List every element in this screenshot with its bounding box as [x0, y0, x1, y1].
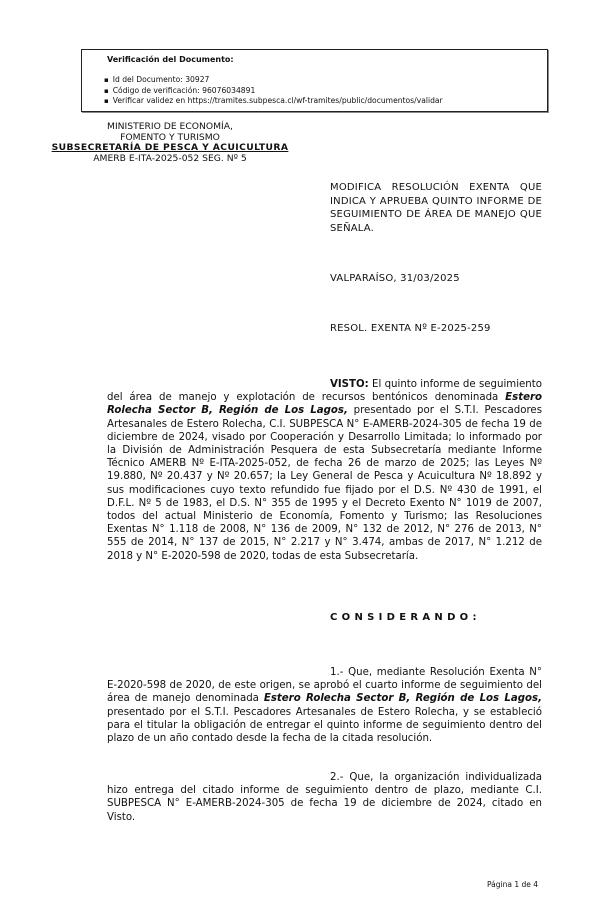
visto-paragraph — [107, 378, 542, 563]
verification-code: ▪ Código de verificación: 96076034891 — [104, 86, 443, 97]
verification-url[interactable]: ▪ Verificar validez en https://tramites.subpesca.cl/wf-tramites/public/documentos/validar — [104, 96, 443, 107]
considerando-item-1 — [107, 666, 542, 745]
visto-text-b: presentado por el S.T.I. Pescadores Artesanales de Estero Rolecha, C.I. SUBPESCA N° E-AMERB-2024-305 de fecha 19 de diciembre de 2024, visado por Cooperación y Desarrollo Limitada; lo informado por la División de Administración Pesquera de esta Subsecretaría mediante Informe Técnico AMERB Nº E-ITA-2025-052, de fecha 26 de marzo de 2025; las Leyes Nº 19.880, Nº 20.437 y Nº 20.657; la Ley General de Pesca y Acuicultura Nº 18.892 y sus modificaciones cuyo texto refundido fue fijado por el D.S. Nº 430 de 1991, el D.F.L. Nº 5 de 1983, el D.S. N° 355 de 1995 y el Decreto Exento N° 1019 de 2007, todos del actual Ministerio de Economía, Fomento y Turismo; las Resoluciones Exentas N° 1.118 de 2008, N° 136 de 2009, N° 132 de 2012, N° 276 de 2013, N° 555 de 2014, N° 137 de 2015, N° 2.217 y N° 3.474, ambas de 2017, N° 1.212 de 2018 y N° E-2020-598 de 2020, todas de esta Subsecretaría. — [107, 405, 542, 562]
page-number: Página 1 de 4 — [487, 880, 539, 889]
letterhead — [30, 122, 310, 164]
considerando-item-2 — [107, 771, 542, 824]
visto-text-a: El quinto informe de seguimiento del área de manejo y explotación de recursos bentónicos denominada — [107, 379, 542, 404]
reference-code: AMERB E-ITA-2025-052 SEG. Nº 5 — [93, 152, 247, 164]
verification-box — [81, 49, 548, 112]
considerando-heading: CONSIDERANDO: — [330, 612, 481, 623]
resolution-number: RESOL. EXENTA Nº E-2025-259 — [330, 323, 491, 334]
item1-rest: presentado por el S.T.I. Pescadores Artesanales de Estero Rolecha, y se estableció para el titular la obligación de entregar el quinto informe de seguimiento dentro del plazo de un año contado desde la fecha de la citada resolución. — [107, 706, 542, 745]
item1-area-name: Estero Rolecha Sector B, Región de Los Lagos, — [263, 693, 542, 705]
document-id: ▪ Id del Documento: 30927 — [104, 75, 443, 86]
ministry-line-2: FOMENTO Y TURISMO — [120, 131, 220, 143]
verification-title: Verificación del Documento: — [107, 55, 234, 64]
visto-area-name: Estero Rolecha Sector B, Región de Los Lagos, — [107, 392, 542, 417]
document-title: MODIFICA RESOLUCIÓN EXENTA QUE INDICA Y APRUEBA QUINTO INFORME DE SEGUIMIENTO DE ÁREA DE MANEJO QUE SEÑALA. — [330, 182, 542, 234]
visto-label: VISTO: — [330, 379, 369, 390]
subsecretaria-name: SUBSECRETARÍA DE PESCA Y ACUICULTURA — [51, 142, 289, 154]
item2-text: 2.- Que, la organización individualizada hizo entrega del citado informe de seguimiento dentro de plazo, mediante C.I. SUBPESCA N° E-AMERB-2024-305 de fecha 19 de diciembre de 2024, citado en Visto. — [107, 772, 542, 823]
ministry-line-1: MINISTERIO DE ECONOMÍA, — [107, 121, 233, 132]
city-date: VALPARAÍSO, 31/03/2025 — [330, 273, 460, 284]
verification-list — [104, 75, 443, 107]
item1-lead: 1.- Que, mediante Resolución Exenta N° E-2020-598 de 2020, de este origen, se aprobó el cuarto informe de seguimiento del área de manejo denominada — [107, 667, 542, 705]
